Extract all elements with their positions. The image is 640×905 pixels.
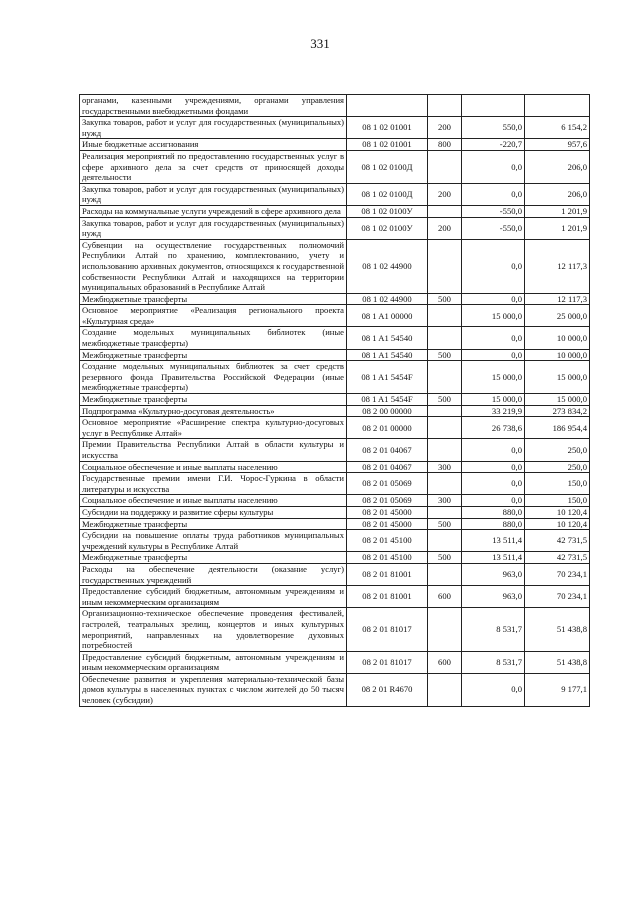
budget-table-body (80, 95, 590, 707)
row-expense-type-cell: 500 (428, 394, 462, 406)
row-name-cell: Обеспечение развития и укрепления материально-технической базы домов культуры в населенных пунктах с числом жителей до 50 тысяч человек (субсидии) (80, 673, 347, 706)
budget-table (79, 94, 590, 707)
row-change-amount-cell: 880,0 (462, 518, 525, 530)
row-code-cell: 08 2 01 81001 (347, 586, 428, 608)
table-row (80, 150, 590, 183)
row-change-amount-cell (462, 95, 525, 117)
row-change-amount-cell: 15 000,0 (462, 361, 525, 394)
row-name-cell: Государственные премии имени Г.И. Чорос-Гуркина в области литературы и искусства (80, 473, 347, 495)
row-expense-type-cell (428, 673, 462, 706)
row-code-cell: 08 1 02 44900 (347, 239, 428, 293)
row-total-amount-cell: 25 000,0 (525, 305, 590, 327)
row-name-cell: Предоставление субсидий бюджетным, автономным учреждениям и иным некоммерческим организациям (80, 651, 347, 673)
row-name-cell: Межбюджетные трансферты (80, 518, 347, 530)
row-name-cell: органами, казенными учреждениями, органами управления государственными внебюджетными фондами (80, 95, 347, 117)
row-expense-type-cell (428, 506, 462, 518)
row-total-amount-cell: 186 954,4 (525, 417, 590, 439)
table-row (80, 563, 590, 585)
table-row (80, 608, 590, 651)
row-name-cell: Закупка товаров, работ и услуг для государственных (муниципальных) нужд (80, 183, 347, 205)
table-row (80, 293, 590, 305)
row-expense-type-cell: 500 (428, 293, 462, 305)
row-expense-type-cell: 500 (428, 518, 462, 530)
row-change-amount-cell: 0,0 (462, 349, 525, 361)
row-change-amount-cell: 0,0 (462, 293, 525, 305)
table-row (80, 473, 590, 495)
row-code-cell: 08 2 01 05069 (347, 473, 428, 495)
row-expense-type-cell: 500 (428, 349, 462, 361)
row-code-cell: 08 2 01 45000 (347, 506, 428, 518)
row-change-amount-cell: 0,0 (462, 327, 525, 349)
row-total-amount-cell: 206,0 (525, 150, 590, 183)
row-total-amount-cell: 273 834,2 (525, 405, 590, 417)
row-change-amount-cell: 0,0 (462, 473, 525, 495)
row-total-amount-cell: 12 117,3 (525, 239, 590, 293)
row-total-amount-cell: 70 234,1 (525, 563, 590, 585)
table-row (80, 506, 590, 518)
row-name-cell: Межбюджетные трансферты (80, 552, 347, 564)
row-name-cell: Реализация мероприятий по предоставлению государственных услуг в сфере архивного дела за счет средств от приносящей доходы деятельности (80, 150, 347, 183)
row-code-cell: 08 2 01 00000 (347, 417, 428, 439)
row-name-cell: Межбюджетные трансферты (80, 394, 347, 406)
row-name-cell: Субсидии на повышение оплаты труда работников муниципальных учреждений культуры в Республике Алтай (80, 530, 347, 552)
row-expense-type-cell (428, 327, 462, 349)
row-expense-type-cell (428, 530, 462, 552)
row-expense-type-cell (428, 417, 462, 439)
table-row (80, 405, 590, 417)
row-expense-type-cell: 200 (428, 217, 462, 239)
row-total-amount-cell: 6 154,2 (525, 117, 590, 139)
row-code-cell: 08 2 01 81017 (347, 608, 428, 651)
row-total-amount-cell: 150,0 (525, 473, 590, 495)
row-code-cell: 08 1 A1 5454F (347, 394, 428, 406)
row-name-cell: Субсидии на поддержку и развитие сферы культуры (80, 506, 347, 518)
table-row (80, 552, 590, 564)
table-row (80, 394, 590, 406)
row-total-amount-cell: 9 177,1 (525, 673, 590, 706)
row-code-cell: 08 2 01 81001 (347, 563, 428, 585)
row-total-amount-cell: 1 201,9 (525, 205, 590, 217)
row-change-amount-cell: 963,0 (462, 563, 525, 585)
table-row (80, 417, 590, 439)
row-name-cell: Иные бюджетные ассигнования (80, 139, 347, 151)
row-code-cell: 08 1 A1 54540 (347, 349, 428, 361)
row-name-cell: Расходы на коммунальные услуги учреждений в сфере архивного дела (80, 205, 347, 217)
row-expense-type-cell: 200 (428, 183, 462, 205)
row-code-cell: 08 1 02 44900 (347, 293, 428, 305)
row-total-amount-cell: 10 000,0 (525, 349, 590, 361)
row-total-amount-cell: 15 000,0 (525, 361, 590, 394)
row-expense-type-cell (428, 150, 462, 183)
row-change-amount-cell: 0,0 (462, 239, 525, 293)
row-name-cell: Премии Правительства Республики Алтай в области культуры и искусства (80, 439, 347, 461)
row-change-amount-cell: 0,0 (462, 150, 525, 183)
row-change-amount-cell: 0,0 (462, 439, 525, 461)
row-expense-type-cell: 600 (428, 586, 462, 608)
row-change-amount-cell: 26 738,6 (462, 417, 525, 439)
table-row (80, 305, 590, 327)
row-code-cell: 08 2 01 45100 (347, 530, 428, 552)
table-row (80, 439, 590, 461)
row-name-cell: Организационно-техническое обеспечение проведения фестивалей, гастролей, театральных зрелищ, концертов и иных культурных мероприятий, направленных на удовлетворение духовных потребностей (80, 608, 347, 651)
row-expense-type-cell (428, 361, 462, 394)
table-row (80, 183, 590, 205)
row-total-amount-cell: 250,0 (525, 461, 590, 473)
row-total-amount-cell: 206,0 (525, 183, 590, 205)
row-total-amount-cell: 15 000,0 (525, 394, 590, 406)
table-row (80, 361, 590, 394)
row-name-cell: Межбюджетные трансферты (80, 349, 347, 361)
row-code-cell: 08 1 02 0100У (347, 205, 428, 217)
row-expense-type-cell (428, 439, 462, 461)
row-name-cell: Социальное обеспечение и иные выплаты населению (80, 461, 347, 473)
row-change-amount-cell: 0,0 (462, 461, 525, 473)
row-total-amount-cell: 1 201,9 (525, 217, 590, 239)
row-expense-type-cell (428, 305, 462, 327)
row-total-amount-cell: 70 234,1 (525, 586, 590, 608)
row-name-cell: Подпрограмма «Культурно-досуговая деятельность» (80, 405, 347, 417)
row-expense-type-cell: 500 (428, 552, 462, 564)
row-name-cell: Закупка товаров, работ и услуг для государственных (муниципальных) нужд (80, 217, 347, 239)
row-total-amount-cell: 12 117,3 (525, 293, 590, 305)
row-name-cell: Закупка товаров, работ и услуг для государственных (муниципальных) нужд (80, 117, 347, 139)
row-change-amount-cell: 13 511,4 (462, 530, 525, 552)
row-code-cell: 08 2 01 05069 (347, 495, 428, 507)
row-expense-type-cell: 600 (428, 651, 462, 673)
row-code-cell (347, 95, 428, 117)
row-expense-type-cell (428, 205, 462, 217)
row-code-cell: 08 1 A1 5454F (347, 361, 428, 394)
row-code-cell: 08 2 01 45000 (347, 518, 428, 530)
row-change-amount-cell: 15 000,0 (462, 305, 525, 327)
row-expense-type-cell (428, 563, 462, 585)
table-row (80, 117, 590, 139)
row-code-cell: 08 2 00 00000 (347, 405, 428, 417)
table-row (80, 205, 590, 217)
row-total-amount-cell: 250,0 (525, 439, 590, 461)
row-code-cell: 08 2 01 04067 (347, 439, 428, 461)
row-code-cell: 08 2 01 04067 (347, 461, 428, 473)
row-code-cell: 08 1 02 01001 (347, 117, 428, 139)
row-name-cell: Создание модельных муниципальных библиотек (иные межбюджетные трансферты) (80, 327, 347, 349)
row-code-cell: 08 1 02 0100Д (347, 150, 428, 183)
table-row (80, 651, 590, 673)
row-change-amount-cell: 880,0 (462, 506, 525, 518)
row-total-amount-cell: 10 120,4 (525, 506, 590, 518)
table-row (80, 586, 590, 608)
table-row (80, 673, 590, 706)
row-code-cell: 08 2 01 45100 (347, 552, 428, 564)
row-total-amount-cell: 51 438,8 (525, 608, 590, 651)
row-name-cell: Основное мероприятие «Расширение спектра культурно-досуговых услуг в Республике Алтай» (80, 417, 347, 439)
row-expense-type-cell (428, 473, 462, 495)
table-row (80, 327, 590, 349)
table-row (80, 461, 590, 473)
row-expense-type-cell: 200 (428, 117, 462, 139)
row-name-cell: Предоставление субсидий бюджетным, автономным учреждениям и иным некоммерческим организациям (80, 586, 347, 608)
row-code-cell: 08 1 A1 54540 (347, 327, 428, 349)
table-row (80, 239, 590, 293)
row-total-amount-cell: 42 731,5 (525, 530, 590, 552)
row-expense-type-cell: 300 (428, 461, 462, 473)
row-name-cell: Основное мероприятие «Реализация регионального проекта «Культурная среда» (80, 305, 347, 327)
row-change-amount-cell: 0,0 (462, 183, 525, 205)
table-row (80, 217, 590, 239)
row-change-amount-cell: 0,0 (462, 495, 525, 507)
table-row (80, 518, 590, 530)
row-change-amount-cell: 0,0 (462, 673, 525, 706)
row-change-amount-cell: 963,0 (462, 586, 525, 608)
row-change-amount-cell: 13 511,4 (462, 552, 525, 564)
row-expense-type-cell: 300 (428, 495, 462, 507)
row-name-cell: Субвенции на осуществление государственных полномочий Республики Алтай по хранению, комплектованию, учету и использованию архивных документов, относящихся к государственной собственности Республики Алтай и находящихся на территории муниципальных образований в Республике Алтай (80, 239, 347, 293)
row-expense-type-cell (428, 405, 462, 417)
row-total-amount-cell (525, 95, 590, 117)
row-expense-type-cell (428, 95, 462, 117)
table-row (80, 495, 590, 507)
row-change-amount-cell: 8 531,7 (462, 651, 525, 673)
row-total-amount-cell: 957,6 (525, 139, 590, 151)
row-expense-type-cell (428, 239, 462, 293)
table-row (80, 349, 590, 361)
table-row (80, 530, 590, 552)
row-name-cell: Расходы на обеспечение деятельности (оказание услуг) государственных учреждений (80, 563, 347, 585)
row-total-amount-cell: 51 438,8 (525, 651, 590, 673)
table-row (80, 95, 590, 117)
page-number: 331 (310, 36, 330, 51)
row-total-amount-cell: 150,0 (525, 495, 590, 507)
row-code-cell: 08 1 A1 00000 (347, 305, 428, 327)
row-name-cell: Социальное обеспечение и иные выплаты населению (80, 495, 347, 507)
row-change-amount-cell: 550,0 (462, 117, 525, 139)
row-total-amount-cell: 10 120,4 (525, 518, 590, 530)
row-code-cell: 08 1 02 01001 (347, 139, 428, 151)
row-total-amount-cell: 42 731,5 (525, 552, 590, 564)
row-total-amount-cell: 10 000,0 (525, 327, 590, 349)
table-row (80, 139, 590, 151)
row-change-amount-cell: 8 531,7 (462, 608, 525, 651)
row-code-cell: 08 1 02 0100У (347, 217, 428, 239)
row-code-cell: 08 2 01 R4670 (347, 673, 428, 706)
row-code-cell: 08 2 01 81017 (347, 651, 428, 673)
row-name-cell: Создание модельных муниципальных библиотек за счет средств резервного фонда Правительства Российской Федерации (иные межбюджетные трансферты) (80, 361, 347, 394)
row-change-amount-cell: -550,0 (462, 205, 525, 217)
row-change-amount-cell: 15 000,0 (462, 394, 525, 406)
row-code-cell: 08 1 02 0100Д (347, 183, 428, 205)
row-change-amount-cell: -220,7 (462, 139, 525, 151)
row-expense-type-cell: 800 (428, 139, 462, 151)
row-change-amount-cell: -550,0 (462, 217, 525, 239)
row-expense-type-cell (428, 608, 462, 651)
row-name-cell: Межбюджетные трансферты (80, 293, 347, 305)
row-change-amount-cell: 33 219,9 (462, 405, 525, 417)
